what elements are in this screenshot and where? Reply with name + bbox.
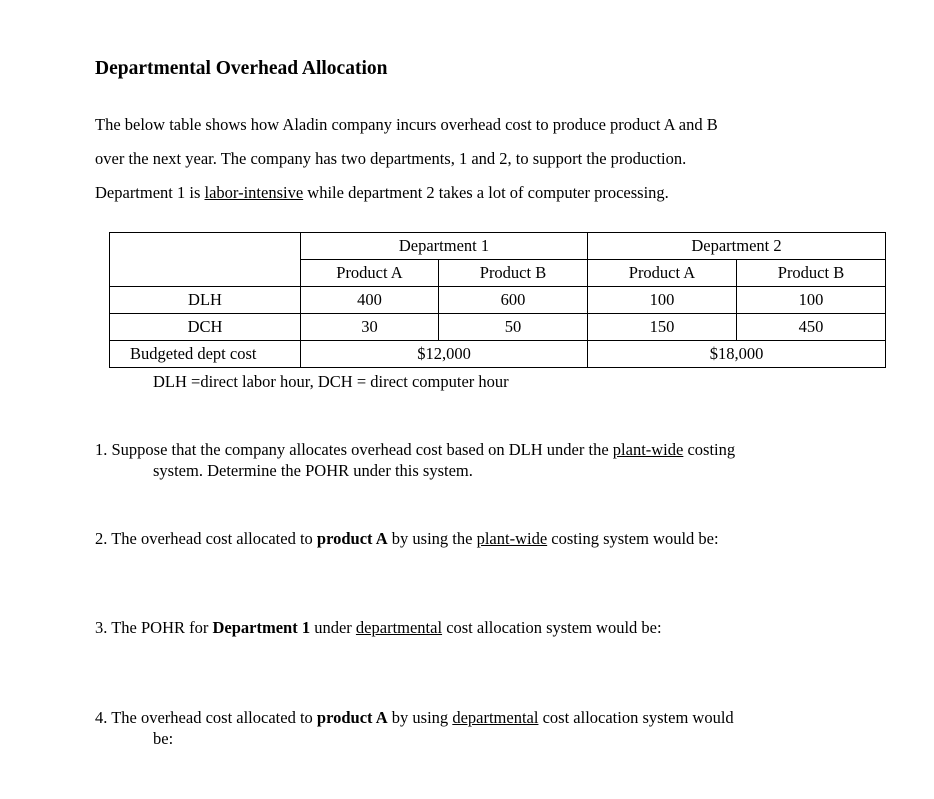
dlh-d1-product-a: 400 — [301, 287, 439, 314]
q1-text-post: costing — [683, 440, 736, 459]
table-row — [110, 287, 886, 314]
intro-line-3-pre: Department 1 is — [95, 183, 205, 202]
dlh-d2-product-b: 100 — [737, 287, 886, 314]
intro-line-2: over the next year. The company has two departments, 1 and 2, to support the production. — [95, 149, 687, 168]
q3-text-mid: under — [310, 618, 356, 637]
question-2 — [95, 528, 865, 549]
q4-text-mid: by using — [387, 708, 453, 727]
budget-department-1: $12,000 — [301, 341, 588, 368]
dlh-d2-product-a: 100 — [588, 287, 737, 314]
q2-underlined-term: plant-wide — [476, 529, 548, 548]
table-header-row-departments — [110, 233, 886, 260]
header-department-1: Department 1 — [301, 233, 588, 260]
header-department-2: Department 2 — [588, 233, 886, 260]
q1-underlined-term: plant-wide — [612, 440, 684, 459]
header-d2-product-a: Product A — [588, 260, 737, 287]
q4-text-post: cost allocation system would — [538, 708, 734, 727]
q4-underlined-term: departmental — [452, 708, 539, 727]
intro-underlined-term: labor-intensive — [204, 183, 304, 202]
row-label-dch: DCH — [110, 314, 301, 341]
row-label-budget: Budgeted dept cost — [110, 341, 301, 368]
question-3 — [95, 617, 865, 638]
q2-text-pre: 2. The overhead cost allocated to — [95, 529, 317, 548]
intro-line-1: The below table shows how Aladin company incurs overhead cost to produce product A and B — [95, 115, 718, 134]
page-title: Departmental Overhead Allocation — [95, 58, 388, 79]
q4-continuation: be: — [153, 729, 174, 748]
table-corner-cell — [110, 233, 301, 287]
intro-line-3 — [95, 176, 895, 210]
table-row-budget — [110, 341, 886, 368]
dch-d2-product-a: 150 — [588, 314, 737, 341]
question-1 — [95, 439, 865, 481]
header-d1-product-a: Product A — [301, 260, 439, 287]
q1-continuation: system. Determine the POHR under this system. — [153, 461, 473, 480]
question-4 — [95, 707, 865, 749]
dch-d1-product-a: 30 — [301, 314, 439, 341]
dch-d1-product-b: 50 — [439, 314, 588, 341]
q2-bold-term: product A — [316, 529, 388, 548]
q4-text-pre: 4. The overhead cost allocated to — [95, 708, 317, 727]
q3-text-post: cost allocation system would be: — [442, 618, 662, 637]
q3-underlined-term: departmental — [355, 618, 443, 637]
row-label-dlh: DLH — [110, 287, 301, 314]
dlh-d1-product-b: 600 — [439, 287, 588, 314]
dch-d2-product-b: 450 — [737, 314, 886, 341]
q2-text-post: costing system would be: — [547, 529, 719, 548]
q2-text-mid: by using the — [387, 529, 477, 548]
overhead-cost-table — [109, 232, 886, 368]
q3-text-pre: 3. The POHR for — [95, 618, 213, 637]
header-d2-product-b: Product B — [737, 260, 886, 287]
intro-paragraph — [95, 108, 895, 210]
budget-department-2: $18,000 — [588, 341, 886, 368]
table-note: DLH =direct labor hour, DCH = direct computer hour — [153, 372, 509, 391]
table-row — [110, 314, 886, 341]
header-d1-product-b: Product B — [439, 260, 588, 287]
q4-bold-term: product A — [316, 708, 388, 727]
q1-text-pre: 1. Suppose that the company allocates overhead cost based on DLH under the — [95, 440, 613, 459]
intro-line-3-post: while department 2 takes a lot of computer processing. — [303, 183, 669, 202]
q3-bold-term: Department 1 — [212, 618, 311, 637]
